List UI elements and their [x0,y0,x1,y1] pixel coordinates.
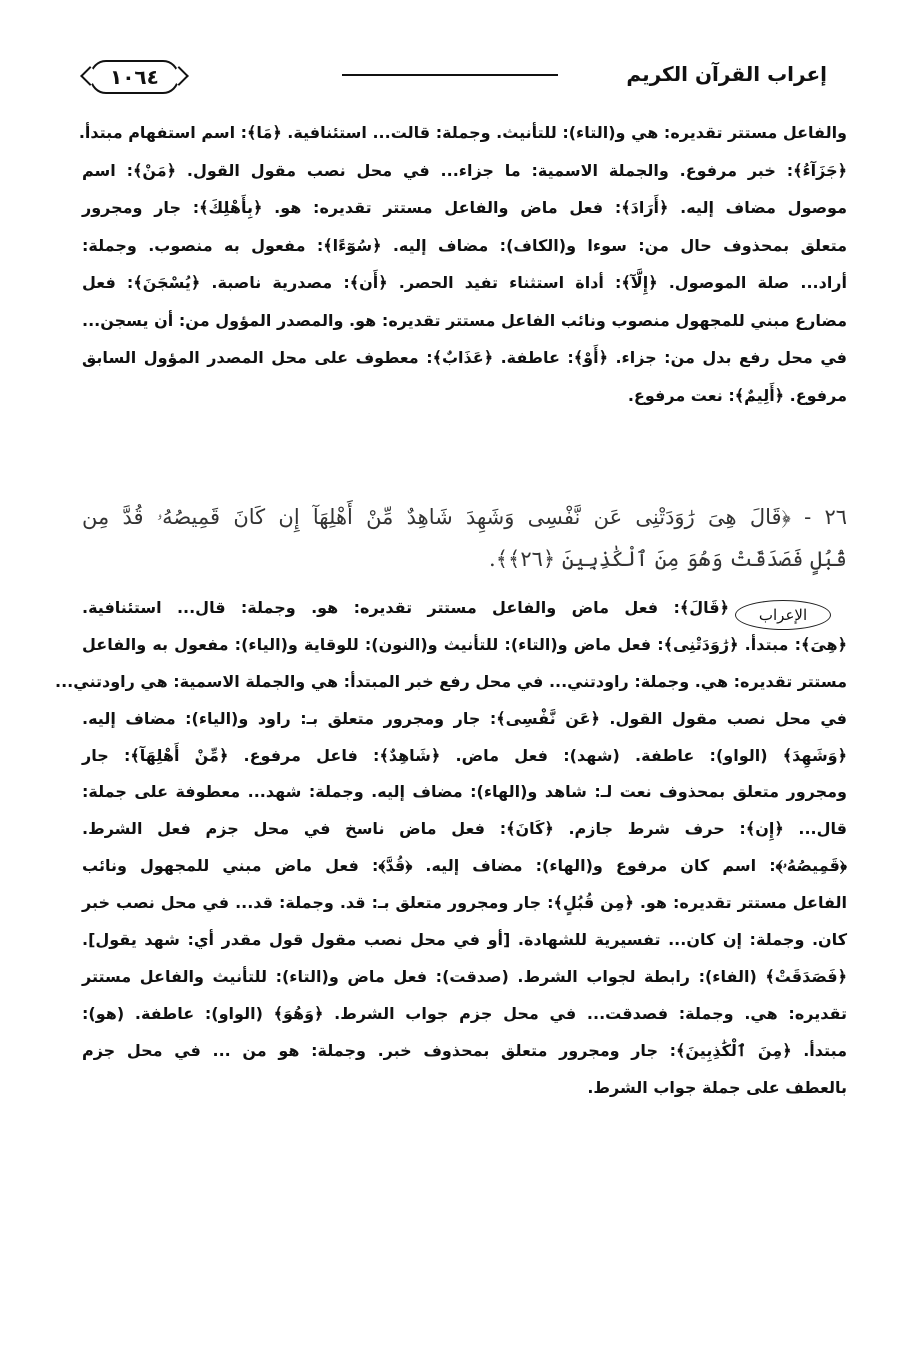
text-line: والفاعل مستتر تقديره: هي و(التاء): للتأنيث. وجملة: قالت... استئنافية. ﴿مَا﴾: اسم استفهام مبتدأ. [78,123,847,142]
text-line: ﴿وَشَهِدَ﴾ (الواو): عاطفة. (شهد): فعل ماض. ﴿شَاهِدٌ﴾: فاعل مرفوع. ﴿مِّنْ أَهْلِهَآ﴾: جار [82,745,847,765]
verse-line: ٢٦ - ﴿قَالَ هِىَ رَٰوَدَتْنِى عَن نَّفْسِى وَشَهِدَ شَاهِدٌ مِّنْ أَهْلِهَآ إِن كَانَ قَمِيصُهُۥ قُدَّ مِن [82,505,847,529]
text-line: بالعطف على جملة جواب الشرط. [587,1077,847,1097]
text-line: الفاعل مستتر تقديره: هو. ﴿مِن قُبُلٍ﴾: جار ومجرور متعلق بـ: قد. وجملة: قد... في محل نصب خبر [82,893,847,913]
irab-label: الإعراب [735,600,831,630]
text-line: موصول مضاف إليه. ﴿أَرَادَ﴾: فعل ماض والفاعل مستتر تقديره: هو. ﴿بِأَهْلِكَ﴾: جار ومجرور [82,198,847,217]
text-line: متعلق بمحذوف حال من: سوءا و(الكاف): مضاف إليه. ﴿سُوٓءًا﴾: مفعول به منصوب. وجملة: [82,235,847,255]
text-line: في محل نصب مقول القول. ﴿عَن نَّفْسِى﴾: جار ومجرور متعلق بـ: راود و(الياء): مضاف إليه. [82,708,847,728]
page-header [80,54,827,98]
text-line: قال... ﴿إِن﴾: حرف شرط جازم. ﴿كَانَ﴾: فعل ماض ناسخ في محل جزم فعل الشرط. [82,819,847,839]
header-rule [342,74,558,76]
verse-line: قُبُلٍ فَصَدَقَتْ وَهُوَ مِنَ ٱلْكَٰذِبِينَ ﴿٢٦﴾﴾. [489,547,847,571]
text-line: تقديره: هي. وجملة: فصدقت... في محل جزم جواب الشرط. ﴿وَهُوَ﴾ (الواو): عاطفة. (هو): [82,1003,847,1023]
text-line: ومجرور متعلق بمحذوف نعت لـ: شاهد و(الهاء): مضاف إليه. وجملة: شهد... معطوفة على جملة: [82,782,847,802]
irab-paragraph [55,590,847,1106]
text-line: ﴿جَزَآءُ﴾: خبر مرفوع. والجملة الاسمية: ما جزاء... في محل نصب مقول القول. ﴿مَنْ﴾: اسم [82,160,847,180]
page-number: ١٠٦٤ [90,60,179,94]
text-line: مستتر تقديره: هي. وجملة: راودتني... في محل رفع خبر المبتدأ: هي والجملة الاسمية: هي راودتني... [55,671,847,691]
text-line: مبتدأ. ﴿مِنَ ٱلْكَٰذِبِينَ﴾: جار ومجرور متعلق بمحذوف خبر. وجملة: هو من ... في محل جزم [82,1040,847,1060]
text-line: كان. وجملة: إن كان... تفسيرية للشهادة. [أو في محل نصب مقول قول مقدر أي: شهد يقول]. [82,930,847,950]
quran-verse [82,496,847,580]
running-title: إعراب القرآن الكريم [626,62,827,86]
text-line: ﴿فَصَدَقَتْ﴾ (الفاء): رابطة لجواب الشرط. (صدقت): فعل ماض و(التاء): للتأنيث والفاعل مستتر [82,966,847,986]
text-line: مضارع مبني للمجهول منصوب ونائب الفاعل مستتر تقديره: هو. والمصدر المؤول من: أن يسجن... [82,310,847,330]
text-line: في محل رفع بدل من: جزاء. ﴿أَوْ﴾: عاطفة. ﴿عَذَابٌ﴾: معطوف على محل المصدر المؤول السابق [82,348,847,367]
text-line: ﴿هِىَ﴾: مبتدأ. ﴿رَٰوَدَتْنِى﴾: فعل ماض و(التاء): للتأنيث و(النون): للوقاية و(الياء): مفعول به والفاعل [82,634,847,654]
text-line: أراد... صلة الموصول. ﴿إِلَّآ﴾: أداة استثناء تفيد الحصر. ﴿أَن﴾: مصدرية ناصبة. ﴿يُسْجَنَ﴾: فعل [82,273,847,292]
text-line: ﴿قَالَ﴾: فعل ماض والفاعل مستتر تقديره: هو. وجملة: قال... استئنافية. [82,598,729,617]
text-line: مرفوع. ﴿أَلِيمٌ﴾: نعت مرفوع. [627,385,847,405]
top-paragraph [78,114,847,414]
text-line: ﴿قَمِيصُهُۥ﴾: اسم كان مرفوع و(الهاء): مضاف إليه. ﴿قُدَّ﴾: فعل ماض مبني للمجهول ونائب [82,856,847,876]
